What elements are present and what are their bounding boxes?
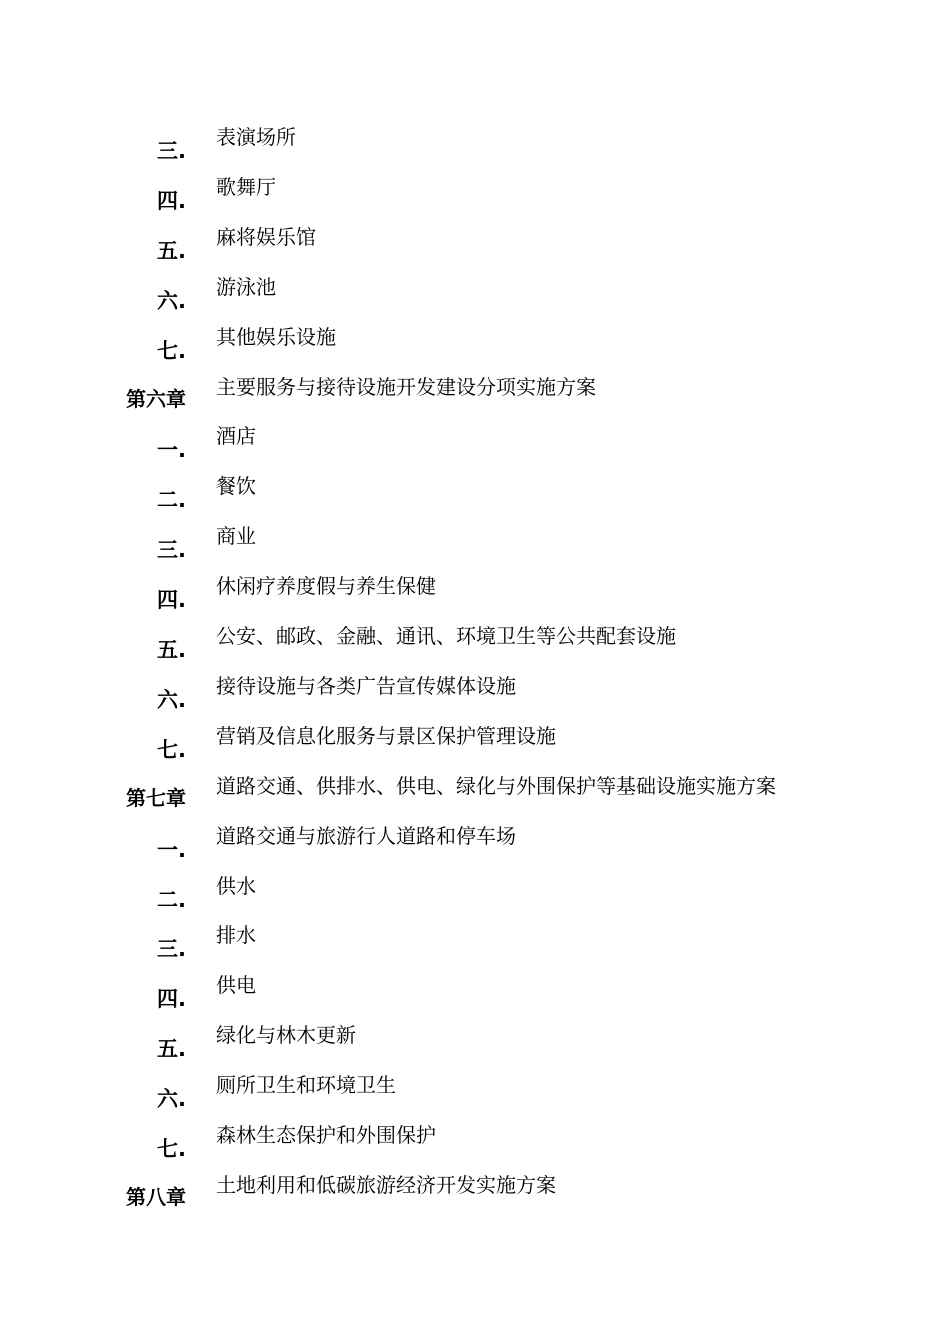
section-title: 表演场所 [216,125,296,149]
toc-section-entry [0,823,950,873]
section-number: 七. [157,338,186,363]
toc-section-entry [0,423,950,473]
toc-section-entry [0,573,950,623]
section-number: 七. [157,737,186,762]
section-title: 休闲疗养度假与养生保健 [216,574,436,599]
section-title: 接待设施与各类广告宣传媒体设施 [216,673,516,698]
section-title: 商业 [216,524,256,549]
toc-section-entry [0,473,950,523]
toc-section-entry [0,673,950,723]
toc-section-entry [0,224,950,274]
toc-section-entry [0,1022,950,1072]
section-number: 一. [157,438,186,463]
toc-chapter-entry [0,1172,950,1222]
section-number: 三. [157,937,186,962]
section-title: 供水 [216,873,256,898]
section-number: 四. [157,987,186,1012]
section-number: 二. [157,887,186,912]
toc-section-entry [0,723,950,773]
chapter-title: 土地利用和低碳旅游经济开发实施方案 [216,1172,556,1197]
section-number: 五. [157,638,186,662]
section-number: 二. [157,488,186,513]
chapter-title: 主要服务与接待设施开发建设分项实施方案 [216,374,596,399]
toc-section-entry [0,1072,950,1122]
toc-section-entry [0,972,950,1022]
section-number: 七. [157,1137,186,1161]
section-title: 游泳池 [216,274,276,299]
section-title: 餐饮 [216,474,256,499]
section-title: 其他娱乐设施 [216,324,336,349]
section-title: 供电 [216,973,256,998]
toc-chapter-entry [0,374,950,424]
section-number: 四. [157,188,186,213]
section-number: 五. [157,1037,186,1062]
section-title: 道路交通与旅游行人道路和停车场 [216,823,516,848]
section-number: 六. [157,687,186,712]
chapter-number: 第八章 [126,1184,186,1209]
section-title: 绿化与林木更新 [216,1023,356,1048]
toc-chapter-entry [0,773,950,823]
toc-section-entry [0,324,950,374]
section-title: 公安、邮政、金融、通讯、环境卫生等公共配套设施 [216,624,676,648]
section-number: 六. [157,288,186,313]
chapter-number: 第七章 [126,785,186,810]
toc-section-entry [0,274,950,324]
section-number: 一. [157,837,186,862]
section-title: 厕所卫生和环境卫生 [216,1073,396,1098]
section-title: 森林生态保护和外围保护 [216,1123,436,1147]
section-title: 酒店 [216,424,256,449]
section-title: 歌舞厅 [216,174,276,199]
section-number: 三. [157,139,186,163]
toc-section-entry [0,523,950,573]
section-number: 六. [157,1087,186,1112]
toc-section-entry [0,623,950,673]
toc-section-entry [0,124,950,174]
section-title: 排水 [216,923,256,948]
section-number: 五. [157,238,186,263]
toc-section-entry [0,1122,950,1172]
section-number: 四. [157,588,186,613]
chapter-number: 第六章 [126,386,186,411]
section-number: 三. [157,538,186,563]
toc-section-entry [0,873,950,923]
chapter-title: 道路交通、供排水、供电、绿化与外围保护等基础设施实施方案 [216,773,776,798]
toc-section-entry [0,922,950,972]
section-title: 营销及信息化服务与景区保护管理设施 [216,723,556,748]
toc-section-entry [0,174,950,224]
section-title: 麻将娱乐馆 [216,224,316,249]
